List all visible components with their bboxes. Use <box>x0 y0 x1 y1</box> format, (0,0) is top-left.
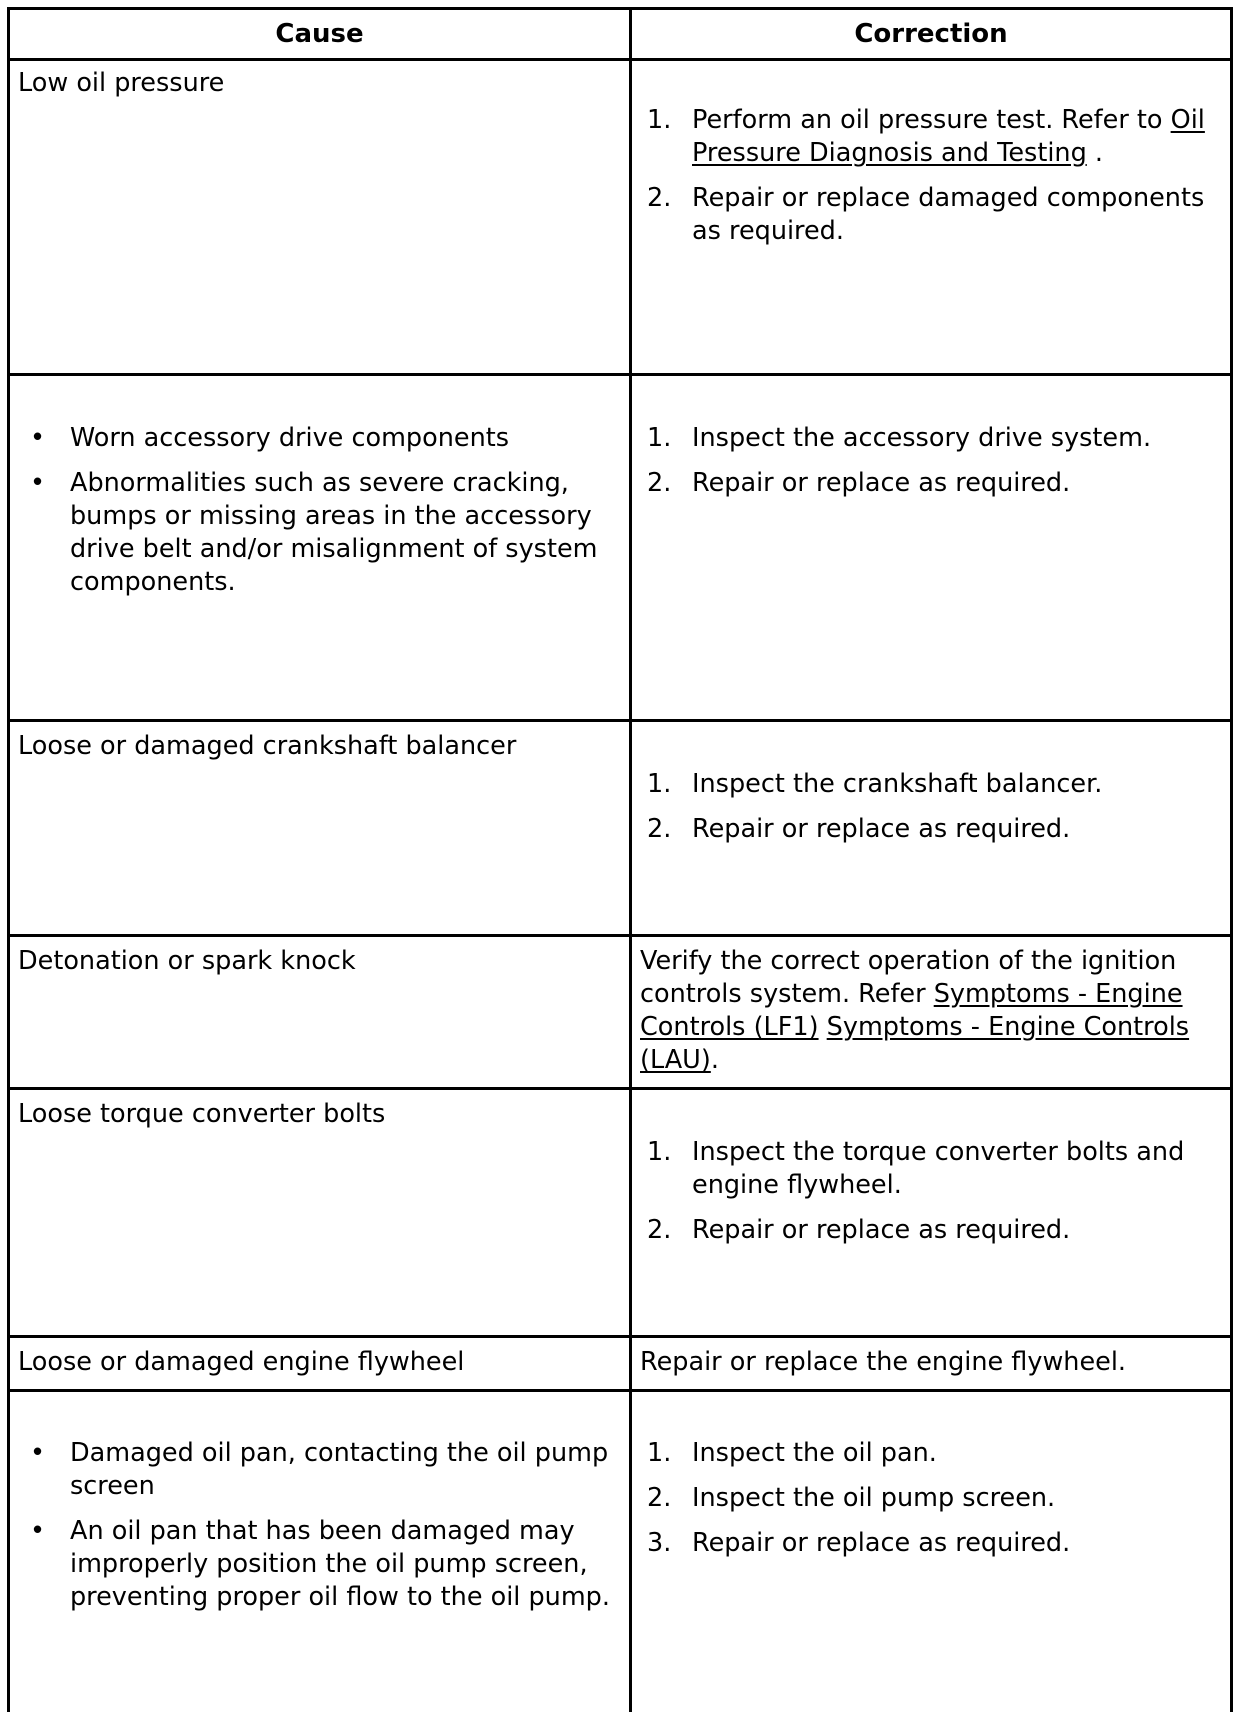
correction-step: 1. Inspect the accessory drive system. <box>647 423 1152 453</box>
bullet-icon: • <box>30 468 46 498</box>
bullet-icon: • <box>30 1516 46 1546</box>
correction-steps <box>640 768 1222 846</box>
correction-step: 1. Inspect the crankshaft balancer. <box>647 769 1103 799</box>
correction-cell <box>632 376 1230 719</box>
correction-step: 2. Repair or replace as required. <box>647 814 1071 844</box>
correction-cell <box>632 1392 1230 1712</box>
correction-steps <box>640 104 1222 248</box>
symptoms-engine-controls-lf1-link[interactable]: Symptoms - Engine Controls (LF1) <box>640 979 1183 1042</box>
table-row <box>10 937 1230 1090</box>
table-row <box>10 1090 1230 1338</box>
bullet-icon: • <box>30 1438 46 1468</box>
correction-cell: Verify the correct operation of the ignition controls system. Refer Symptoms - Engine Controls (LF1) Symptoms - Engine Controls (LAU). <box>640 946 1190 1075</box>
cause-correction-table <box>7 7 1233 1712</box>
cause-text: Loose or damaged crankshaft balancer <box>18 731 517 761</box>
cause-cell <box>10 376 632 719</box>
table-row <box>10 376 1230 722</box>
cause-text: Loose torque converter bolts <box>18 1099 386 1129</box>
table-header-row <box>10 10 1230 61</box>
correction-step: 1. Inspect the oil pan. <box>647 1438 937 1468</box>
correction-step: 2. Inspect the oil pump screen. <box>647 1483 1056 1513</box>
correction-step: 2. Repair or replace damaged components as required. <box>647 183 1205 246</box>
correction-steps <box>640 422 1222 500</box>
correction-cell <box>632 722 1230 934</box>
cause-text: Low oil pressure <box>18 68 225 98</box>
correction-step: 2. Repair or replace as required. <box>647 468 1071 498</box>
cause-bullet: • An oil pan that has been damaged may improperly position the oil pump screen, preventing proper oil flow to the oil pump. <box>30 1516 610 1612</box>
correction-steps <box>640 1437 1222 1560</box>
cause-cell <box>10 1090 632 1335</box>
table-row <box>10 61 1230 376</box>
cause-cell <box>10 722 632 934</box>
cause-cell <box>10 1392 632 1712</box>
header-correction: Correction <box>854 19 1008 49</box>
cause-text: Loose or damaged engine flywheel <box>18 1347 465 1377</box>
cause-cell <box>10 937 632 1087</box>
cause-cell <box>10 61 632 373</box>
symptoms-engine-controls-lau-link[interactable]: Symptoms - Engine Controls (LAU) <box>640 1012 1190 1075</box>
cause-bullets <box>18 1437 621 1614</box>
table-row <box>10 1392 1230 1712</box>
bullet-icon: • <box>30 423 46 453</box>
table-row <box>10 722 1230 937</box>
cause-bullets <box>18 422 621 599</box>
cause-text: Detonation or spark knock <box>18 946 356 976</box>
cause-bullet: • Abnormalities such as severe cracking, bumps or missing areas in the accessory drive belt and/or misalignment of system components. <box>30 468 598 597</box>
header-cause: Cause <box>10 10 632 58</box>
cause-cell <box>10 1338 632 1389</box>
correction-step: 1. Perform an oil pressure test. Refer to Oil Pressure Diagnosis and Testing . <box>647 105 1205 168</box>
table-row <box>10 1338 1230 1392</box>
correction-cell <box>632 1090 1230 1335</box>
correction-cell <box>632 61 1230 373</box>
correction-step: 2. Repair or replace as required. <box>647 1215 1071 1245</box>
correction-step: 3. Repair or replace as required. <box>647 1528 1071 1558</box>
cause-bullet: • Worn accessory drive components <box>30 423 510 453</box>
correction-cell: Repair or replace the engine flywheel. <box>640 1347 1127 1377</box>
oil-pressure-diagnosis-link[interactable]: Oil Pressure Diagnosis and Testing <box>692 105 1205 168</box>
cause-bullet: • Damaged oil pan, contacting the oil pump screen <box>30 1438 609 1501</box>
correction-step: 1. Inspect the torque converter bolts and engine flywheel. <box>647 1137 1185 1200</box>
correction-steps <box>640 1136 1222 1247</box>
